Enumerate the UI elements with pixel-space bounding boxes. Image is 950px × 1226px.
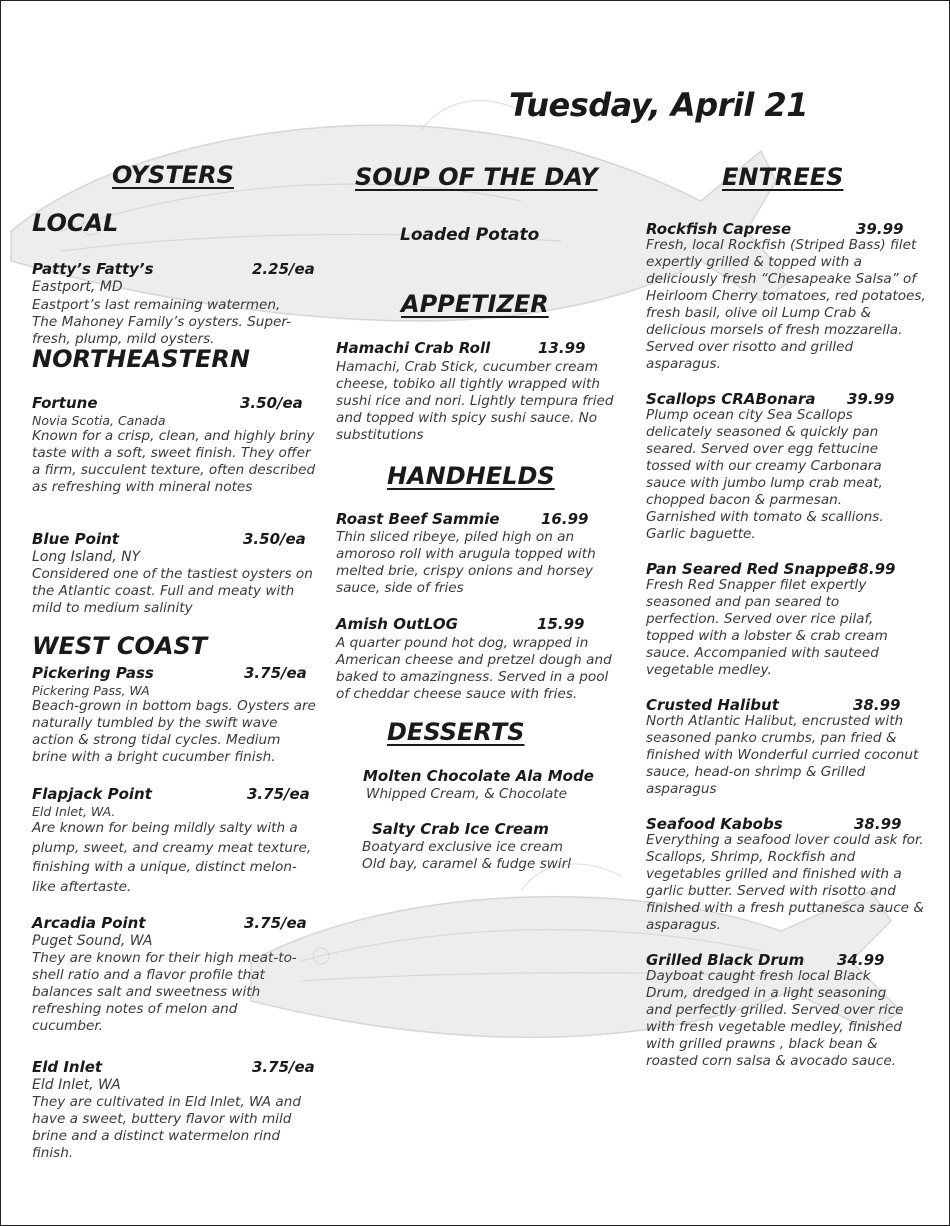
menu-date: Tuesday, April 21: [509, 86, 808, 124]
oyster-location: Eastport, MD: [32, 279, 123, 295]
dessert-name: Salty Crab Ice Cream: [372, 820, 549, 838]
handheld-name: Amish OutLOG: [336, 615, 458, 633]
entree-price: 34.99: [837, 951, 885, 969]
oyster-location: Novia Scotia, Canada: [32, 413, 166, 428]
dessert-name: Molten Chocolate Ala Mode: [363, 767, 594, 785]
handhelds-heading: HANDHELDS: [387, 462, 555, 490]
oyster-price: 2.25/ea: [252, 260, 315, 278]
oyster-price: 3.50/ea: [240, 394, 303, 412]
dessert-description: Boatyard exclusive ice cream: [362, 839, 564, 855]
entree-name: Pan Seared Red Snapper: [646, 560, 855, 578]
oyster-description: Known for a crisp, clean, and highly briny taste with a soft, sweet finish. They offer a firm, succulent texture, often described as refreshing with mineral notes: [32, 428, 316, 495]
oyster-location: Eld Inlet, WA.: [32, 804, 116, 819]
handheld-name: Roast Beef Sammie: [336, 510, 500, 528]
oyster-description: They are known for their high meat-to-shell ratio and a flavor profile that balances salt and sweetness with refreshing notes of melon and cucumber.: [32, 950, 297, 1034]
entree-name: Rockfish Caprese: [646, 220, 792, 238]
entree-description: Dayboat caught fresh local Black Drum, dredged in a light seasoning and perfectly grilled. Served over rice with fresh vegetable medley, finished with grilled prawns , black bean & roasted corn salsa & avocado sauce.: [646, 968, 904, 1069]
oyster-name: Pickering Pass: [32, 664, 154, 682]
oyster-description: Are known for being mildly salty with a plump, sweet, and creamy meat texture, finishing with a unique, distinct melon-like aftertaste.: [32, 820, 312, 895]
oyster-price: 3.75/ea: [244, 664, 307, 682]
oyster-name: Blue Point: [32, 530, 119, 548]
handheld-price: 15.99: [537, 615, 585, 633]
oyster-description: Beach-grown in bottom bags. Oysters are naturally tumbled by the swift wave action & strong tidal cycles. Medium brine with a bright cucumber finish.: [32, 698, 316, 765]
oyster-description: They are cultivated in Eld Inlet, WA and have a sweet, buttery flavor with mild brine and a distinct watermelon rind finish.: [32, 1094, 301, 1161]
oyster-name: Patty’s Fatty’s: [32, 260, 154, 278]
appetizer-name: Hamachi Crab Roll: [336, 339, 491, 357]
oyster-description: Considered one of the tastiest oysters on the Atlantic coast. Full and meaty with mild to medium salinity: [32, 566, 313, 616]
dessert-description: Old bay, caramel & fudge swirl: [362, 856, 572, 872]
entree-price: 38.99: [854, 815, 902, 833]
oyster-name: Flapjack Point: [32, 785, 152, 803]
oyster-location: Puget Sound, WA: [32, 933, 153, 949]
appetizer-description: Hamachi, Crab Stick, cucumber cream cheese, tobiko all tightly wrapped with sushi rice and nori. Lightly tempura fried and topped with spicy sushi sauce. No substitutions: [336, 359, 614, 443]
handheld-description: A quarter pound hot dog, wrapped in American cheese and pretzel dough and baked to amazingness. Served in a pool of cheddar cheese sauce with fries.: [336, 635, 612, 702]
entree-description: North Atlantic Halibut, encrusted with seasoned panko crumbs, pan fried & finished with Wonderful curried coconut sauce, head-on shrimp & Grilled asparagus: [646, 713, 919, 797]
oyster-name: Fortune: [32, 394, 98, 412]
oyster-location: Eld Inlet, WA: [32, 1077, 121, 1093]
entree-name: Grilled Black Drum: [646, 951, 805, 969]
west-coast-heading: WEST COAST: [32, 632, 208, 660]
oyster-location: Pickering Pass, WA: [32, 683, 150, 698]
entree-name: Scallops CRABonara: [646, 390, 816, 408]
oyster-price: 3.75/ea: [252, 1058, 315, 1076]
dessert-description: Whipped Cream, & Chocolate: [366, 786, 567, 802]
local-heading: LOCAL: [32, 209, 119, 237]
soup-heading: SOUP OF THE DAY: [355, 163, 598, 191]
oyster-price: 3.75/ea: [247, 785, 310, 803]
entree-description: Everything a seafood lover could ask for. Scallops, Shrimp, Rockfish and vegetables grilled and finished with a garlic butter. Served with risotto and finished with a fresh puttanesca sauce & asparagus.: [646, 832, 924, 933]
entree-name: Crusted Halibut: [646, 696, 779, 714]
oyster-price: 3.50/ea: [243, 530, 306, 548]
oyster-location: Long Island, NY: [32, 549, 141, 565]
entrees-heading: ENTREES: [722, 163, 844, 191]
appetizer-price: 13.99: [538, 339, 586, 357]
entree-name: Seafood Kabobs: [646, 815, 783, 833]
entree-price: 38.99: [853, 696, 901, 714]
entree-price: 38.99: [848, 560, 896, 578]
entree-price: 39.99: [856, 220, 904, 238]
entree-description: Fresh Red Snapper filet expertly seasoned and pan seared to perfection. Served over rice pilaf, topped with a lobster & crab cream sauce. Accompanied with sauteed vegetable medley.: [646, 577, 888, 678]
handheld-price: 16.99: [541, 510, 589, 528]
entree-description: Fresh, local Rockfish (Striped Bass) filet expertly grilled & topped with a deliciously fresh “Chesapeake Salsa” of Heirloom Cherry tomatoes, red potatoes, fresh basil, olive oil Lump Crab & delicious morsels of fresh mozzarella. Served over risotto and grilled asparagus.: [646, 237, 926, 372]
desserts-heading: DESSERTS: [387, 718, 525, 746]
appetizer-heading: APPETIZER: [401, 290, 549, 318]
oyster-name: Arcadia Point: [32, 914, 146, 932]
handheld-description: Thin sliced ribeye, piled high on an amoroso roll with arugula topped with melted brie, crispy onions and horsey sauce, side of fries: [336, 529, 596, 596]
oyster-name: Eld Inlet: [32, 1058, 103, 1076]
northeastern-heading: NORTHEASTERN: [32, 345, 250, 373]
oyster-price: 3.75/ea: [244, 914, 307, 932]
entree-price: 39.99: [847, 390, 895, 408]
oyster-description: Eastport’s last remaining watermen, The Mahoney Family’s oysters. Super-fresh, plump, mild oysters.: [32, 297, 292, 347]
oysters-heading: OYSTERS: [112, 161, 234, 189]
soup-item: Loaded Potato: [400, 225, 540, 245]
entree-description: Plump ocean city Sea Scallops delicately seasoned & quickly pan seared. Served over egg fettucine tossed with our creamy Carbonara sauce with jumbo lump crab meat, chopped bacon & parmesan. Garnished with tomato & scallions. Garlic baguette.: [646, 407, 884, 542]
